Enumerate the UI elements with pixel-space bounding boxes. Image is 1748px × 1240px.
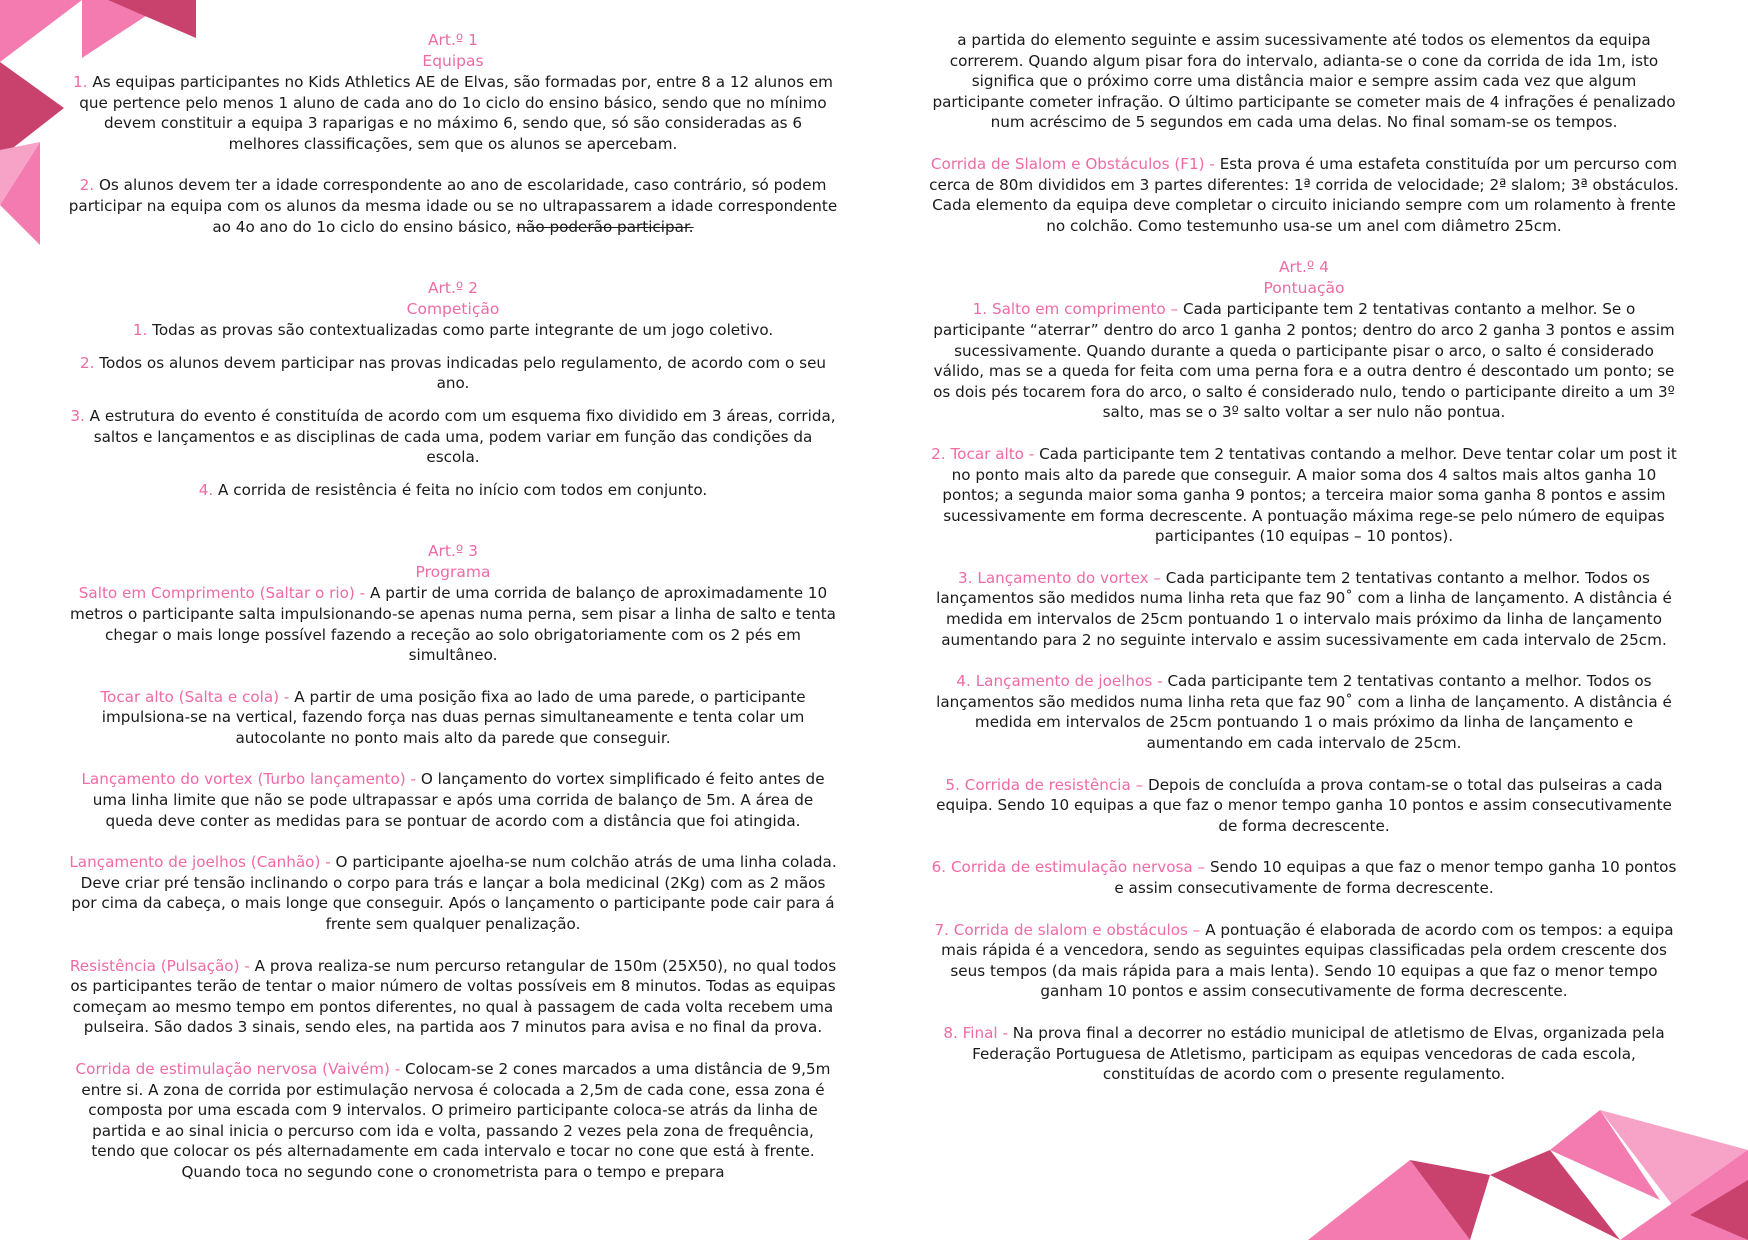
art4-item-5: 5. Corrida de resistência – Depois de concluída a prova contam-se o total das pulseiras a cada equipa. Sendo 10 equipas a que faz o menor tempo ganha 10 pontos e assim consecutivamente de forma decrescente. (936, 775, 1672, 835)
art4-item-7: 7. Corrida de slalom e obstáculos – A pontuação é elaborada de acordo com os tempos: a equipa mais rápida é a vencedora, sendo as seguintes equipas classificadas pela ordem crescente dos seus tempos (da mais rápida para a mais lenta). Sendo 10 equipas a que faz o menor tempo ganham 10 pontos e assim consecutivamente de forma decrescente. (934, 920, 1674, 1001)
triangle-shape (1600, 1110, 1748, 1215)
art2-subtitle: Competição (406, 300, 500, 319)
art3-item-vortex: Lançamento do vortex (Turbo lançamento) - O lançamento do vortex simplificado é feito antes de uma linha limite que não se pode ultrapassar e após uma corrida de balanço de 5m. A área de queda deve conter as medidas para se pontuar de acordo com a distância que foi atingida. (81, 770, 825, 830)
art1-item-1: 1. As equipas participantes no Kids Athletics AE de Elvas, são formadas por, entre 8 a 12 alunos em que pertence pelo menos 1 aluno de cada ano do 1o ciclo do ensino básico, sendo que no mínimo devem constituir a equipa 3 raparigas e no máximo 6, sendo que, só são consideradas as 6 melhores classificações, sem que os alunos se apercebam. (73, 73, 833, 153)
right-column (928, 30, 1680, 1085)
art3-title: Art.º 3 (427, 542, 479, 561)
art4-item-2: 2. Tocar alto - Cada participante tem 2 tentativas contando a melhor. Deve tentar colar um post it no ponto mais alto da parede que conseguir. A maior soma dos 4 saltos mais altos ganha 10 pontos; a segunda maior soma ganha 9 pontos; a terceira maior soma ganha 8 pontos e assim sucessivamente em forma decrescente. A pontuação máxima rege-se pelo número de equipas participantes (10 equipas – 10 pontos). (931, 444, 1677, 546)
art4-section (928, 257, 1680, 1084)
triangle-shape (0, 62, 64, 158)
art2-title: Art.º 2 (427, 279, 479, 298)
art2-item-2: 2. Todos os alunos devem participar nas provas indicadas pelo regulamento, de acordo com o seu ano. (79, 353, 827, 393)
art2-section (68, 278, 838, 500)
art3-continuation: a partida do elemento seguinte e assim sucessivamente até todos os elementos da equipa correrem. Quando algum pisar fora do intervalo, adianta-se o cone da corrida de ida 1m, isto significa que o próximo corre uma distância maior e sempre assim cada vez que algum participante cometer infração. O último participante se cometer mais de 4 infrações é penalizado num acréscimo de 5 segundos em cada uma delas. No final somam-se os tempos. (932, 31, 1676, 132)
art4-item-8: 8. Final - Na prova final a decorrer no estádio municipal de atletismo de Elvas, organizada pela Federação Portuguesa de Atletismo, participam as equipas vencedoras de cada escola, constituídas de acordo com o presente regulamento. (943, 1023, 1665, 1084)
left-column (68, 30, 838, 1183)
art3-item-tocar: Tocar alto (Salta e cola) - A partir de uma posição fixa ao lado de uma parede, o participante impulsiona-se na vertical, fazendo força nas duas pernas simultaneamente e tenta colar um autocolante no ponto mais alto da parede que conseguir. (100, 687, 806, 747)
art1-item-2: 2. Os alunos devem ter a idade correspondente ao ano de escolaridade, caso contrário, só podem participar na equipa com os alunos da mesma idade ou se no ultrapassarem a idade correspondente ao 4o ano do 1o ciclo do ensino básico, não poderão participar. (68, 176, 838, 236)
art1-section (68, 30, 838, 237)
art4-title: Art.º 4 (1278, 258, 1330, 277)
art3-item-vaivem: Corrida de estimulação nervosa (Vaivém) - Colocam-se 2 cones marcados a uma distância de 9,5m entre si. A zona de corrida por estimulação nervosa é colocada a 2,5m de cada cone, essa zona é composta por uma escada com 9 intervalos. O primeiro participante coloca-se atrás da linha de partida e ao sinal inicia o percurso com ida e volta, passando 2 vezes pela zona de frequência, tendo que colocar os pés alternadamente em cada intervalo e tocar no cone que está à frente. Quando toca no segundo cone o cronometrista para o tempo e prepara (75, 1060, 831, 1181)
art3-item-salto: Salto em Comprimento (Saltar o rio) - A partir de uma corrida de balanço de aproximadamente 10 metros o participante salta impulsionando-se apenas numa perna, sem pisar a linha de salto e tenta chegar o mais longe possível fazendo a receção ao solo obrigatoriamente com os 2 pés em simultâneo. (70, 584, 836, 665)
art4-item-3: 3. Lançamento do vortex – Cada participante tem 2 tentativas contanto a melhor. Todos os lançamentos são medidos numa linha reta que faz 90˚ com a linha de lançamento. A distância é medida em intervalos de 25cm pontuando 1 o intervalo mais próximo da linha de lançamento aumentando para 2 no seguinte intervalo e assim sucessivamente em cada intervalo de 25cm. (936, 568, 1672, 649)
triangle-shape (1620, 1150, 1748, 1240)
triangle-shape (0, 142, 40, 245)
art3-item-resistencia: Resistência (Pulsação) - A prova realiza-se num percurso retangular de 150m (25X50), no qual todos os participantes terão de tentar o maior número de voltas possíveis em 8 minutos. Todas as equipas começam ao mesmo tempo em pontos diferentes, no qual à passagem de cada volta recebem uma pulseira. São dados 3 sinais, sendo eles, na partida aos 7 minutos para avisa e no final da prova. (69, 956, 837, 1037)
art4-item-4: 4. Lançamento de joelhos - Cada participante tem 2 tentativas contanto a melhor. Todos os lançamentos são medidos numa linha reta que faz 90˚ com a linha de lançamento. A distância é medida em intervalos de 25cm pontuando 1 o mais próximo da linha de lançamento e aumentando em cada intervalo de 25cm. (936, 672, 1672, 753)
triangle-shape (1550, 1110, 1660, 1200)
art2-item-4: 4. A corrida de resistência é feita no início com todos em conjunto. (198, 480, 708, 499)
art3-item-joelhos: Lançamento de joelhos (Canhão) - O participante ajoelha-se num colchão atrás de uma linha colada. Deve criar pré tensão inclinando o corpo para trás e lançar a bola medicinal (2Kg) com as 2 mãos por cima da cabeça, o mais longe que conseguir. Após o lançamento o participante pode cair para á frente sem qualquer penalização. (69, 853, 837, 934)
triangle-shape (0, 142, 40, 205)
art4-item-1: 1. Salto em comprimento – Cada participante tem 2 tentativas contanto a melhor. Se o participante “aterrar” dentro do arco 1 ganha 2 pontos; dentro do arco 2 ganha 3 pontos e assim sucessivamente. Quando durante a queda o participante pisar o arco, o salto é considerado válido, mas se a queda for feita com uma perna fora e a outra dentro é descontado um ponto; se os dois pés tocarem fora do arco, o salto é considerado nulo, tendo o participante direito a um 3º salto, mas se o 3º salto voltar a ser nulo não pontua. (933, 300, 1675, 422)
art2-item-3: 3. A estrutura do evento é constituída de acordo com um esquema fixo dividido em 3 áreas, corrida, saltos e lançamentos e as disciplinas de cada uma, podem variar em função das condições da escola. (70, 406, 836, 467)
triangle-shape (1410, 1160, 1490, 1240)
art3-item-slalom: Corrida de Slalom e Obstáculos (F1) - Esta prova é uma estafeta constituída por um percurso com cerca de 80m divididos em 3 partes diferentes: 1ª corrida de velocidade; 2ª slalom; 3ª obstáculos. Cada elemento da equipa deve completar o circuito iniciando sempre com um rolamento à frente no colchão. Como testemunho usa-se um anel com diâmetro 25cm. (929, 154, 1679, 235)
art2-item-1: 1. Todas as provas são contextualizadas como parte integrante de um jogo coletivo. (132, 321, 774, 340)
art3-subtitle: Programa (415, 563, 491, 582)
art3-section (68, 541, 838, 1182)
art1-title: Art.º 1 (427, 31, 479, 49)
triangle-shape (1308, 1160, 1470, 1240)
triangle-shape (1690, 1180, 1748, 1240)
triangle-shape (1490, 1150, 1620, 1240)
art4-item-6: 6. Corrida de estimulação nervosa – Sendo 10 equipas a que faz o menor tempo ganha 10 pontos e assim consecutivamente de forma decrescente. (931, 858, 1677, 897)
art1-subtitle: Equipas (422, 52, 484, 70)
art4-subtitle: Pontuação (1263, 279, 1345, 298)
